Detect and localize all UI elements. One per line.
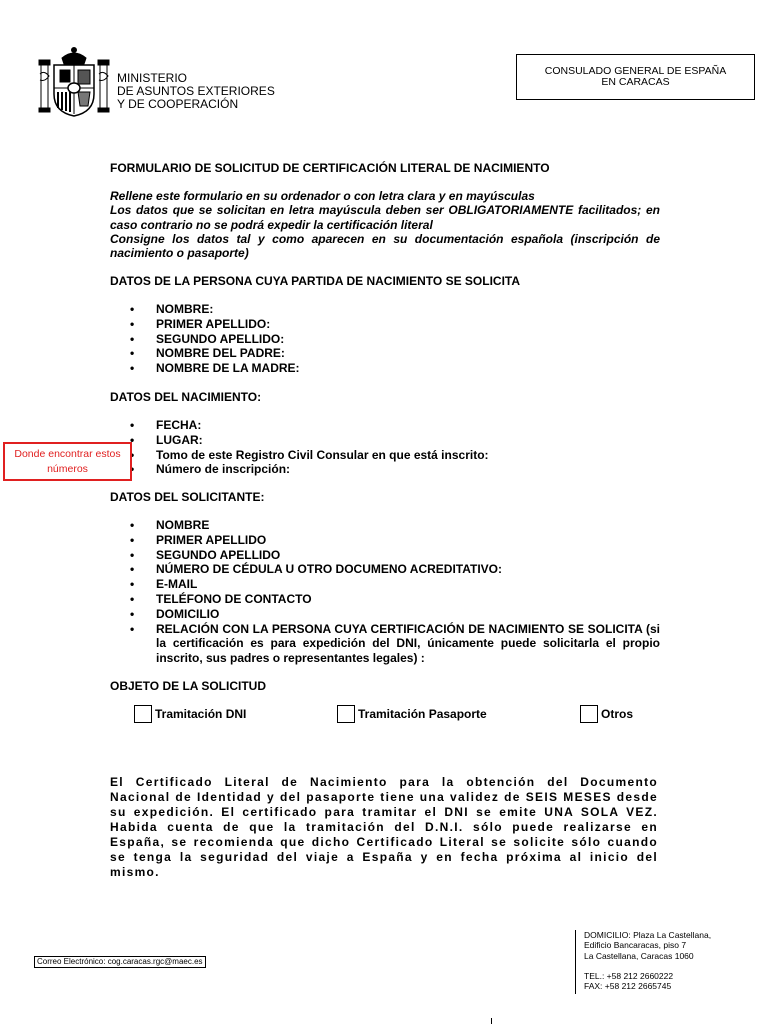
ministry-line: Y DE COOPERACIÓN (117, 97, 239, 111)
person-field-primer-apellido[interactable]: • PRIMER APELLIDO: (130, 317, 660, 332)
address-line (584, 961, 711, 971)
birth-field-lugar[interactable]: • LUGAR: (130, 433, 660, 448)
address-line: La Castellana, Caracas 1060 (584, 950, 694, 961)
person-field-segundo-apellido[interactable]: • SEGUNDO APELLIDO: (130, 332, 660, 347)
fax-number: FAX: +58 212 2665745 (584, 981, 672, 992)
applicant-field-email[interactable]: • E-MAIL (130, 577, 660, 592)
applicant-field-cedula[interactable]: • NÚMERO DE CÉDULA U OTRO DOCUMENO ACREDITATIVO: (130, 562, 660, 577)
birth-field-numero-inscripcion[interactable]: • Número de inscripción: (130, 462, 660, 477)
birth-field-fecha[interactable]: • FECHA: (130, 418, 660, 433)
section-applicant-title: DATOS DEL SOLICITANTE: (110, 490, 265, 504)
birth-field-tomo[interactable]: • Tomo de este Registro Civil Consular en que está inscrito: (130, 448, 660, 463)
person-fields-list (130, 302, 660, 376)
option-label: Tramitación DNI (155, 707, 247, 721)
contact-email[interactable]: Correo Electrónico: cog.caracas.rgc@maec.es (34, 956, 206, 968)
checkbox-dni[interactable] (134, 705, 152, 723)
section-person-title: DATOS DE LA PERSONA CUYA PARTIDA DE NACIMIENTO SE SOLICITA (110, 274, 521, 288)
applicant-field-segundo-apellido[interactable]: • SEGUNDO APELLIDO (130, 548, 660, 563)
ministry-name (117, 72, 275, 111)
ministry-line: DE ASUNTOS EXTERIORES (117, 84, 275, 98)
person-field-nombre-padre[interactable]: • NOMBRE DEL PADRE: (130, 346, 660, 361)
phone-number: TEL.: +58 212 2660222 (584, 970, 674, 981)
numbers-help-annotation[interactable]: Donde encontrar estos números (3, 442, 132, 481)
consulate-address (575, 930, 711, 994)
spain-coat-of-arms-icon (38, 44, 110, 118)
person-field-nombre-madre[interactable]: • NOMBRE DE LA MADRE: (130, 361, 660, 376)
applicant-field-telefono[interactable]: • TELÉFONO DE CONTACTO (130, 592, 660, 607)
person-field-nombre[interactable]: • NOMBRE: (130, 302, 660, 317)
option-label: Otros (601, 707, 634, 721)
applicant-field-domicilio[interactable]: • DOMICILIO (130, 607, 660, 622)
section-purpose-title: OBJETO DE LA SOLICITUD (110, 679, 267, 693)
option-tramitacion-dni[interactable] (134, 705, 246, 723)
option-label: Tramitación Pasaporte (358, 707, 487, 721)
validity-notice: El Certificado Literal de Nacimiento para la obtención del Documento Nacional de Identidad y del pasaporte tiene una validez de SEIS MESES desde su expedición. El certificado para tramitar el DNI se emite UNA SOLA VEZ. Habida cuenta de que la tramitación del D.N.I. sólo puede realizarse en España, se recomienda que dicho Certificado Literal se solicite sólo cuando se tenga la seguridad del viaje a España y en fecha próxima al inicio del mismo. (110, 775, 658, 879)
option-otros[interactable] (580, 705, 633, 723)
address-line: DOMICILIO: Plaza La Castellana, (584, 930, 712, 940)
applicant-field-relacion[interactable]: • RELACIÓN CON LA PERSONA CUYA CERTIFICACIÓN DE NACIMIENTO SE SOLICITA (si la certificación es para expedición del DNI, únicamente puede solicitarla el propio inscrito, sus padres o representantes legales) : (130, 622, 660, 666)
section-birth-title: DATOS DEL NACIMIENTO: (110, 390, 262, 404)
intro-line: Rellene este formulario en su ordenador o con letra clara y en mayúsculas (110, 189, 535, 203)
consulate-box (516, 54, 755, 100)
applicant-field-nombre[interactable]: • NOMBRE (130, 518, 660, 533)
applicant-fields-list (130, 518, 660, 666)
option-tramitacion-pasaporte[interactable] (337, 705, 487, 723)
intro-line: Consigne los datos tal y como aparecen en su documentación española (inscripción de nacimiento o pasaporte) (110, 231, 660, 261)
applicant-field-primer-apellido[interactable]: • PRIMER APELLIDO (130, 533, 660, 548)
ministry-line: MINISTERIO (117, 71, 188, 85)
birth-fields-list (130, 418, 660, 477)
address-line: Edificio Bancaracas, piso 7 (584, 940, 687, 951)
intro-instructions (110, 189, 660, 260)
checkbox-pasaporte[interactable] (337, 705, 355, 723)
consulate-line: CONSULADO GENERAL DE ESPAÑA (544, 65, 727, 77)
form-title: FORMULARIO DE SOLICITUD DE CERTIFICACIÓN LITERAL DE NACIMIENTO (110, 161, 550, 175)
consulate-line: EN CARACAS (601, 76, 670, 88)
intro-line: Los datos que se solicitan en letra mayúscula deben ser OBLIGATORIAMENTE facilitados; en caso contrario no se podrá expedir la certificación literal (110, 203, 660, 232)
checkbox-otros[interactable] (580, 705, 598, 723)
page-edge-mark (491, 1018, 492, 1024)
